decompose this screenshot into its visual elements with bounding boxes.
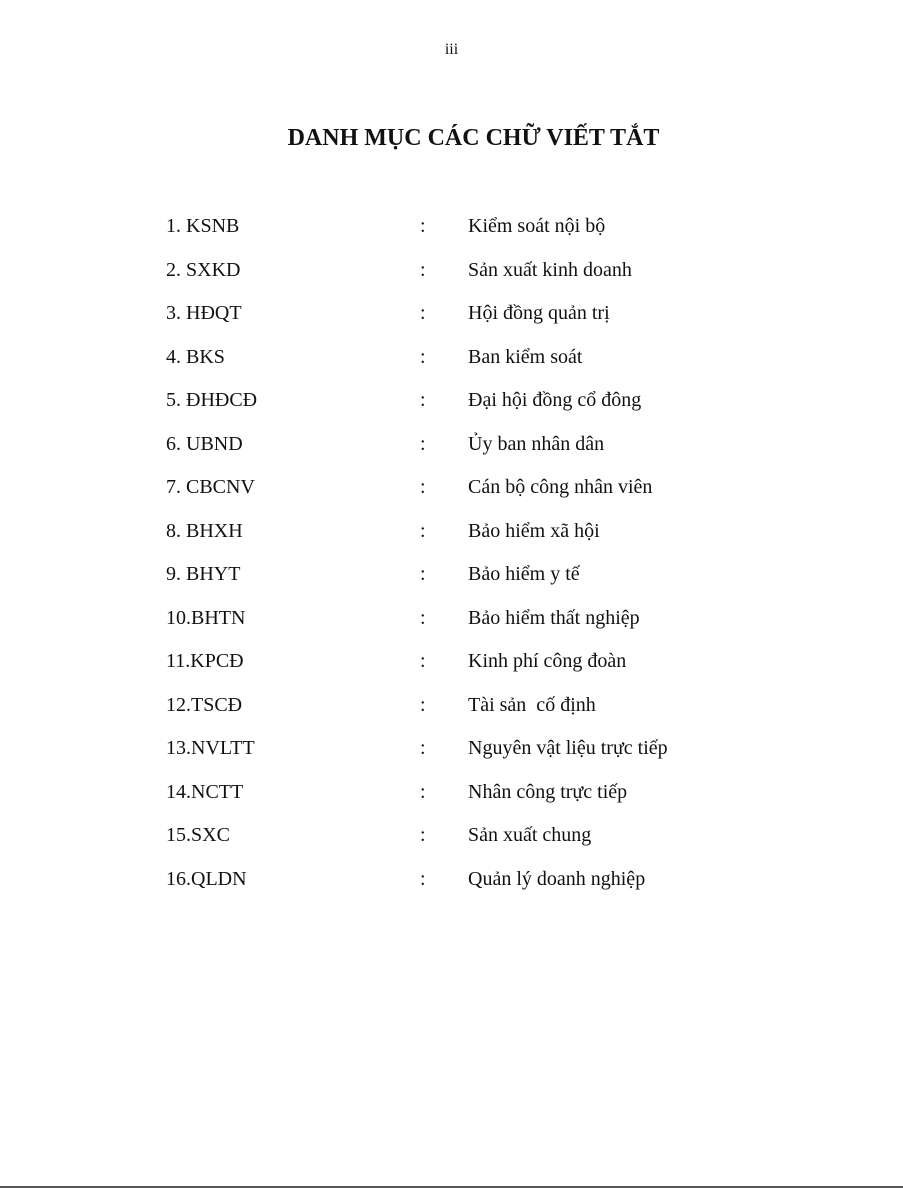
abbreviation-code: 9. BHYT bbox=[166, 563, 241, 585]
separator-colon: : bbox=[420, 606, 426, 629]
abbreviation-code: 8. BHXH bbox=[166, 519, 243, 542]
abbreviation-row bbox=[166, 863, 668, 907]
separator-colon: : bbox=[420, 650, 426, 672]
separator-colon: : bbox=[420, 345, 426, 368]
page-number: iii bbox=[444, 41, 459, 58]
abbreviation-code: 16.QLDN bbox=[166, 867, 247, 890]
abbreviation-row bbox=[166, 645, 668, 689]
abbreviation-code: 10.BHTN bbox=[166, 606, 246, 629]
abbreviation-meaning: Sản xuất kinh doanh bbox=[468, 258, 632, 281]
separator-colon: : bbox=[420, 563, 426, 585]
abbreviation-meaning: Cán bộ công nhân viên bbox=[468, 476, 653, 498]
abbreviation-meaning: Bảo hiểm thất nghiệp bbox=[468, 606, 640, 629]
page-title: DANH MỤC CÁC CHỮ VIẾT TẮT bbox=[287, 125, 660, 151]
abbreviation-meaning: Đại hội đồng cổ đông bbox=[468, 389, 642, 411]
separator-colon: : bbox=[420, 867, 426, 890]
abbreviation-meaning: Kinh phí công đoàn bbox=[468, 650, 627, 672]
abbreviation-code: 13.NVLTT bbox=[166, 737, 255, 759]
abbreviation-code: 1. KSNB bbox=[166, 215, 240, 237]
separator-colon: : bbox=[420, 780, 426, 803]
abbreviation-code: 2. SXKD bbox=[166, 258, 241, 281]
abbreviation-meaning: Ủy ban nhân dân bbox=[468, 432, 605, 455]
abbreviation-meaning: Hội đồng quản trị bbox=[468, 302, 610, 324]
abbreviation-row bbox=[166, 384, 668, 428]
abbreviation-row bbox=[166, 428, 668, 472]
abbreviation-row bbox=[166, 254, 668, 298]
separator-colon: : bbox=[420, 824, 426, 846]
separator-colon: : bbox=[420, 519, 426, 542]
abbreviation-code: 15.SXC bbox=[166, 824, 230, 846]
abbreviation-code: 7. CBCNV bbox=[166, 476, 255, 498]
abbreviation-row bbox=[166, 558, 668, 602]
abbreviation-row bbox=[166, 297, 668, 341]
abbreviation-row bbox=[166, 471, 668, 515]
abbreviation-row bbox=[166, 776, 668, 820]
separator-colon: : bbox=[420, 693, 426, 716]
abbreviation-meaning: Nhân công trực tiếp bbox=[468, 780, 628, 803]
abbreviation-code: 5. ĐHĐCĐ bbox=[166, 389, 258, 411]
abbreviation-row bbox=[166, 341, 668, 385]
abbreviation-list bbox=[166, 210, 668, 906]
abbreviation-code: 12.TSCĐ bbox=[166, 693, 243, 716]
abbreviation-code: 11.KPCĐ bbox=[166, 650, 244, 672]
separator-colon: : bbox=[420, 258, 426, 281]
abbreviation-meaning: Sản xuất chung bbox=[468, 824, 592, 846]
abbreviation-code: 6. UBND bbox=[166, 432, 243, 455]
separator-colon: : bbox=[420, 215, 426, 237]
separator-colon: : bbox=[420, 389, 426, 411]
abbreviation-meaning: Nguyên vật liệu trực tiếp bbox=[468, 737, 668, 759]
abbreviation-meaning: Bảo hiểm y tế bbox=[468, 563, 580, 585]
abbreviation-meaning: Tài sản cố định bbox=[468, 693, 596, 716]
abbreviation-meaning: Kiểm soát nội bộ bbox=[468, 215, 606, 237]
abbreviation-row bbox=[166, 732, 668, 776]
abbreviation-meaning: Ban kiểm soát bbox=[468, 345, 583, 368]
abbreviation-row bbox=[166, 819, 668, 863]
separator-colon: : bbox=[420, 737, 426, 759]
separator-colon: : bbox=[420, 302, 426, 324]
abbreviation-row bbox=[166, 689, 668, 733]
abbreviation-row bbox=[166, 515, 668, 559]
abbreviation-meaning: Bảo hiểm xã hội bbox=[468, 519, 600, 542]
abbreviation-row bbox=[166, 210, 668, 254]
abbreviation-code: 3. HĐQT bbox=[166, 302, 242, 324]
abbreviation-meaning: Quản lý doanh nghiệp bbox=[468, 867, 646, 890]
abbreviation-code: 14.NCTT bbox=[166, 780, 244, 803]
separator-colon: : bbox=[420, 476, 426, 498]
separator-colon: : bbox=[420, 432, 426, 455]
abbreviation-row bbox=[166, 602, 668, 646]
abbreviation-code: 4. BKS bbox=[166, 345, 225, 368]
